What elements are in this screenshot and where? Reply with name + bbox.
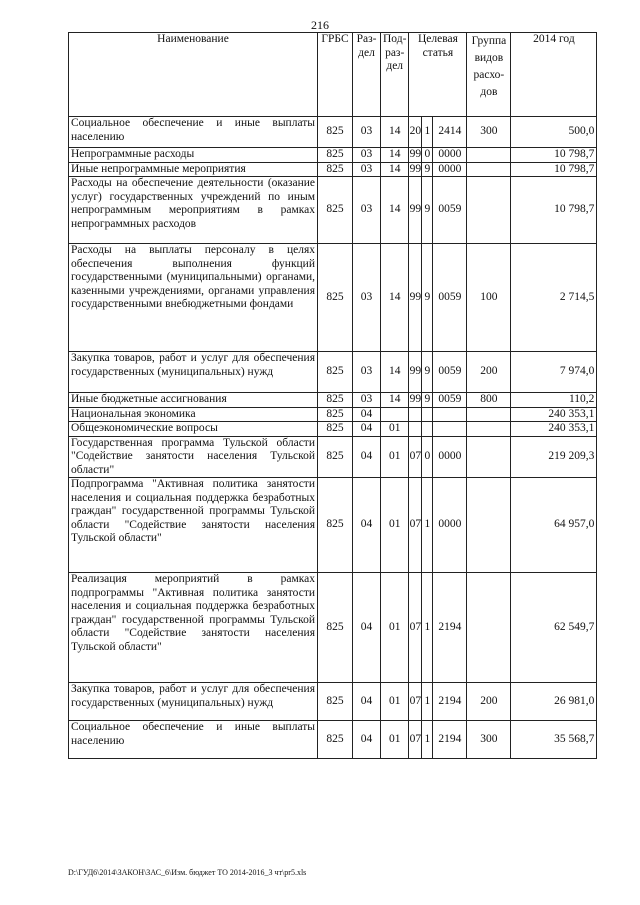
header-celevaya-statya: Целевая статья (409, 33, 467, 117)
row-celevaya-subprogram-cell: 1 (422, 117, 433, 148)
table-row (69, 422, 597, 437)
row-podrazdel-cell: 01 (381, 573, 409, 683)
file-path-footer: D:\ГУД6\2014\ЗАКОН\ЗАС_6\Изм. бюджет ТО 2014-2016_3 чт\pr5.xls (68, 868, 307, 877)
table-row (69, 244, 597, 352)
row-celevaya-program-cell (409, 422, 422, 437)
row-grbs-cell: 825 (318, 436, 353, 478)
row-name-cell: Реализация мероприятий в рамках подпрограммы "Активная политика занятости населения и социальная поддержка безработных граждан" государственной программы Тульской области "Содействие занятости населения Тульской области" (69, 573, 318, 683)
row-sum-2014-cell: 62 549,7 (511, 573, 597, 683)
row-celevaya-direction-cell (433, 407, 467, 422)
row-grbs-cell: 825 (318, 177, 353, 244)
table-row (69, 436, 597, 478)
row-vid-raskhodov-cell: 100 (467, 244, 511, 352)
row-celevaya-direction-cell: 2194 (433, 721, 467, 759)
header-year: 2014 год (511, 33, 597, 117)
row-celevaya-subprogram-cell: 9 (422, 162, 433, 177)
header-name: Наименование (69, 33, 318, 117)
row-grbs-cell: 825 (318, 393, 353, 408)
row-name-cell: Расходы на выплаты персоналу в целях обеспечения выполнения функций государственными (муниципальными) органами, казенными учреждениями, органами управления государственными внебюджетными фондами (69, 244, 318, 352)
row-celevaya-subprogram-cell: 9 (422, 393, 433, 408)
row-razdel-cell: 04 (353, 422, 381, 437)
row-sum-2014-cell: 35 568,7 (511, 721, 597, 759)
row-vid-raskhodov-cell (467, 407, 511, 422)
row-celevaya-subprogram-cell: 1 (422, 573, 433, 683)
row-grbs-cell: 825 (318, 162, 353, 177)
row-sum-2014-cell: 240 353,1 (511, 422, 597, 437)
row-celevaya-program-cell: 99 (409, 148, 422, 160)
row-vid-raskhodov-cell (467, 148, 511, 163)
row-celevaya-program-cell: 07 (409, 573, 422, 683)
row-vid-raskhodov-cell: 800 (467, 393, 511, 408)
row-celevaya-subprogram-cell: 1 (422, 478, 433, 573)
row-razdel-cell: 04 (353, 436, 381, 478)
row-celevaya-direction-cell (433, 422, 467, 437)
row-podrazdel-cell (381, 407, 409, 422)
row-name-cell: Общеэкономические вопросы (69, 422, 318, 437)
table-row (69, 407, 597, 422)
row-celevaya-direction-cell: 2194 (433, 573, 467, 683)
row-celevaya-direction-cell: 0059 (433, 352, 467, 393)
header-row (69, 33, 597, 117)
row-sum-2014-cell: 110,2 (511, 393, 597, 408)
row-celevaya-direction-cell: 0059 (433, 244, 467, 352)
row-celevaya-direction-cell: 0059 (433, 393, 467, 408)
row-name-cell: Национальная экономика (69, 407, 318, 422)
row-vid-raskhodov-cell (467, 177, 511, 244)
row-razdel-cell: 04 (353, 721, 381, 759)
table-row (69, 148, 597, 163)
row-grbs-cell: 825 (318, 721, 353, 759)
row-name-cell: Социальное обеспечение и иные выплаты населению (69, 721, 318, 759)
row-vid-raskhodov-cell (467, 162, 511, 177)
row-sum-2014-cell: 10 798,7 (511, 148, 597, 163)
row-name-cell: Закупка товаров, работ и услуг для обеспечения государственных (муниципальных) нужд (69, 352, 318, 393)
row-razdel-cell: 03 (353, 117, 381, 148)
row-grbs-cell: 825 (318, 478, 353, 573)
row-vid-raskhodov-cell (467, 478, 511, 573)
table-row (69, 721, 597, 759)
row-celevaya-direction-cell: 0000 (433, 478, 467, 573)
row-sum-2014-cell: 10 798,7 (511, 162, 597, 177)
row-razdel-cell: 03 (353, 148, 381, 163)
row-razdel-cell: 04 (353, 407, 381, 422)
row-name-cell: Закупка товаров, работ и услуг для обеспечения государственных (муниципальных) нужд (69, 683, 318, 721)
table-row (69, 117, 597, 148)
row-podrazdel-cell: 14 (381, 352, 409, 393)
header-podrazdel: Под- раз- дел (381, 33, 409, 117)
row-grbs-cell: 825 (318, 352, 353, 393)
row-name-cell: Социальное обеспечение и иные выплаты населению (69, 117, 318, 148)
row-vid-raskhodov-cell (467, 436, 511, 478)
row-razdel-cell: 04 (353, 478, 381, 573)
row-celevaya-subprogram-cell: 0 (422, 148, 433, 163)
table-row (69, 573, 597, 683)
row-name-cell: Государственная программа Тульской области "Содействие занятости населения Тульской области" (69, 436, 318, 478)
row-grbs-cell: 825 (318, 244, 353, 352)
row-celevaya-direction-cell: 2194 (433, 683, 467, 721)
row-vid-raskhodov-cell: 200 (467, 352, 511, 393)
row-sum-2014-cell: 500,0 (511, 117, 597, 148)
row-celevaya-program-cell: 07 (409, 683, 422, 721)
row-sum-2014-cell: 26 981,0 (511, 683, 597, 721)
table-row (69, 478, 597, 573)
row-podrazdel-cell: 14 (381, 117, 409, 148)
row-razdel-cell: 03 (353, 244, 381, 352)
row-name-cell: Расходы на обеспечение деятельности (оказание услуг) государственных учреждений по иным непрограммным мероприятиям в рамках непрограммных расходов (69, 177, 318, 244)
row-name-cell: Непрограммные расходы (69, 148, 318, 163)
row-celevaya-direction-cell: 0000 (433, 162, 467, 177)
row-podrazdel-cell: 14 (381, 162, 409, 177)
row-name-cell: Иные непрограммные мероприятия (69, 162, 318, 177)
budget-table (68, 32, 597, 759)
row-celevaya-subprogram-cell: 0 (422, 436, 433, 478)
row-podrazdel-cell: 01 (381, 721, 409, 759)
row-vid-raskhodov-cell: 300 (467, 117, 511, 148)
row-vid-raskhodov-cell: 300 (467, 721, 511, 759)
row-celevaya-subprogram-cell: 9 (422, 177, 433, 244)
row-sum-2014-cell: 7 974,0 (511, 352, 597, 393)
row-podrazdel-cell: 01 (381, 422, 409, 437)
row-sum-2014-cell: 2 714,5 (511, 244, 597, 352)
header-gruppa-vidov: Группа видов расхо- дов (467, 33, 511, 117)
header-razdel: Раз- дел (353, 33, 381, 117)
row-celevaya-program-cell: 99 (409, 162, 422, 175)
header-grbs: ГРБС (318, 33, 353, 117)
row-vid-raskhodov-cell: 200 (467, 683, 511, 721)
row-celevaya-subprogram-cell: 9 (422, 352, 433, 393)
row-celevaya-program-cell: 20 (409, 117, 422, 148)
row-celevaya-program-cell (409, 407, 422, 422)
row-grbs-cell: 825 (318, 148, 353, 163)
row-vid-raskhodov-cell (467, 422, 511, 437)
row-podrazdel-cell: 14 (381, 393, 409, 408)
row-celevaya-program-cell: 07 (409, 436, 422, 478)
row-celevaya-direction-cell: 0000 (433, 148, 467, 163)
row-vid-raskhodov-cell (467, 573, 511, 683)
row-celevaya-direction-cell: 2414 (433, 117, 467, 148)
row-grbs-cell: 825 (318, 683, 353, 721)
row-celevaya-program-cell: 07 (409, 478, 422, 573)
row-podrazdel-cell: 14 (381, 177, 409, 244)
row-sum-2014-cell: 219 209,3 (511, 436, 597, 478)
row-podrazdel-cell: 14 (381, 244, 409, 352)
row-razdel-cell: 03 (353, 177, 381, 244)
row-sum-2014-cell: 10 798,7 (511, 177, 597, 244)
row-grbs-cell: 825 (318, 117, 353, 148)
row-sum-2014-cell: 240 353,1 (511, 407, 597, 422)
table-row (69, 162, 597, 177)
row-podrazdel-cell: 01 (381, 683, 409, 721)
row-name-cell: Подпрограмма "Активная политика занятости населения и социальная поддержка безработных граждан" государственной программы Тульской области "Содействие занятости населения Тульской области" (69, 478, 318, 573)
row-celevaya-subprogram-cell: 1 (422, 721, 433, 759)
row-sum-2014-cell: 64 957,0 (511, 478, 597, 573)
row-razdel-cell: 04 (353, 683, 381, 721)
page-number: 216 (311, 18, 329, 32)
row-celevaya-program-cell: 99 (409, 177, 422, 244)
row-name-cell: Иные бюджетные ассигнования (69, 393, 318, 408)
row-podrazdel-cell: 01 (381, 436, 409, 478)
row-celevaya-program-cell: 99 (409, 393, 422, 405)
row-celevaya-direction-cell: 0000 (433, 436, 467, 478)
row-celevaya-subprogram-cell: 1 (422, 683, 433, 721)
row-podrazdel-cell: 14 (381, 148, 409, 163)
row-celevaya-subprogram-cell: 9 (422, 244, 433, 352)
table-row (69, 393, 597, 408)
row-grbs-cell: 825 (318, 422, 353, 437)
row-razdel-cell: 03 (353, 393, 381, 408)
row-celevaya-program-cell: 99 (409, 244, 422, 352)
row-grbs-cell: 825 (318, 407, 353, 422)
row-razdel-cell: 04 (353, 573, 381, 683)
row-celevaya-direction-cell: 0059 (433, 177, 467, 244)
row-grbs-cell: 825 (318, 573, 353, 683)
row-podrazdel-cell: 01 (381, 478, 409, 573)
table-row (69, 352, 597, 393)
row-celevaya-subprogram-cell (422, 422, 433, 437)
row-celevaya-program-cell: 99 (409, 352, 422, 393)
table-row (69, 683, 597, 721)
row-celevaya-program-cell: 07 (409, 721, 422, 759)
row-razdel-cell: 03 (353, 162, 381, 177)
table-row (69, 177, 597, 244)
row-celevaya-subprogram-cell (422, 407, 433, 422)
row-razdel-cell: 03 (353, 352, 381, 393)
